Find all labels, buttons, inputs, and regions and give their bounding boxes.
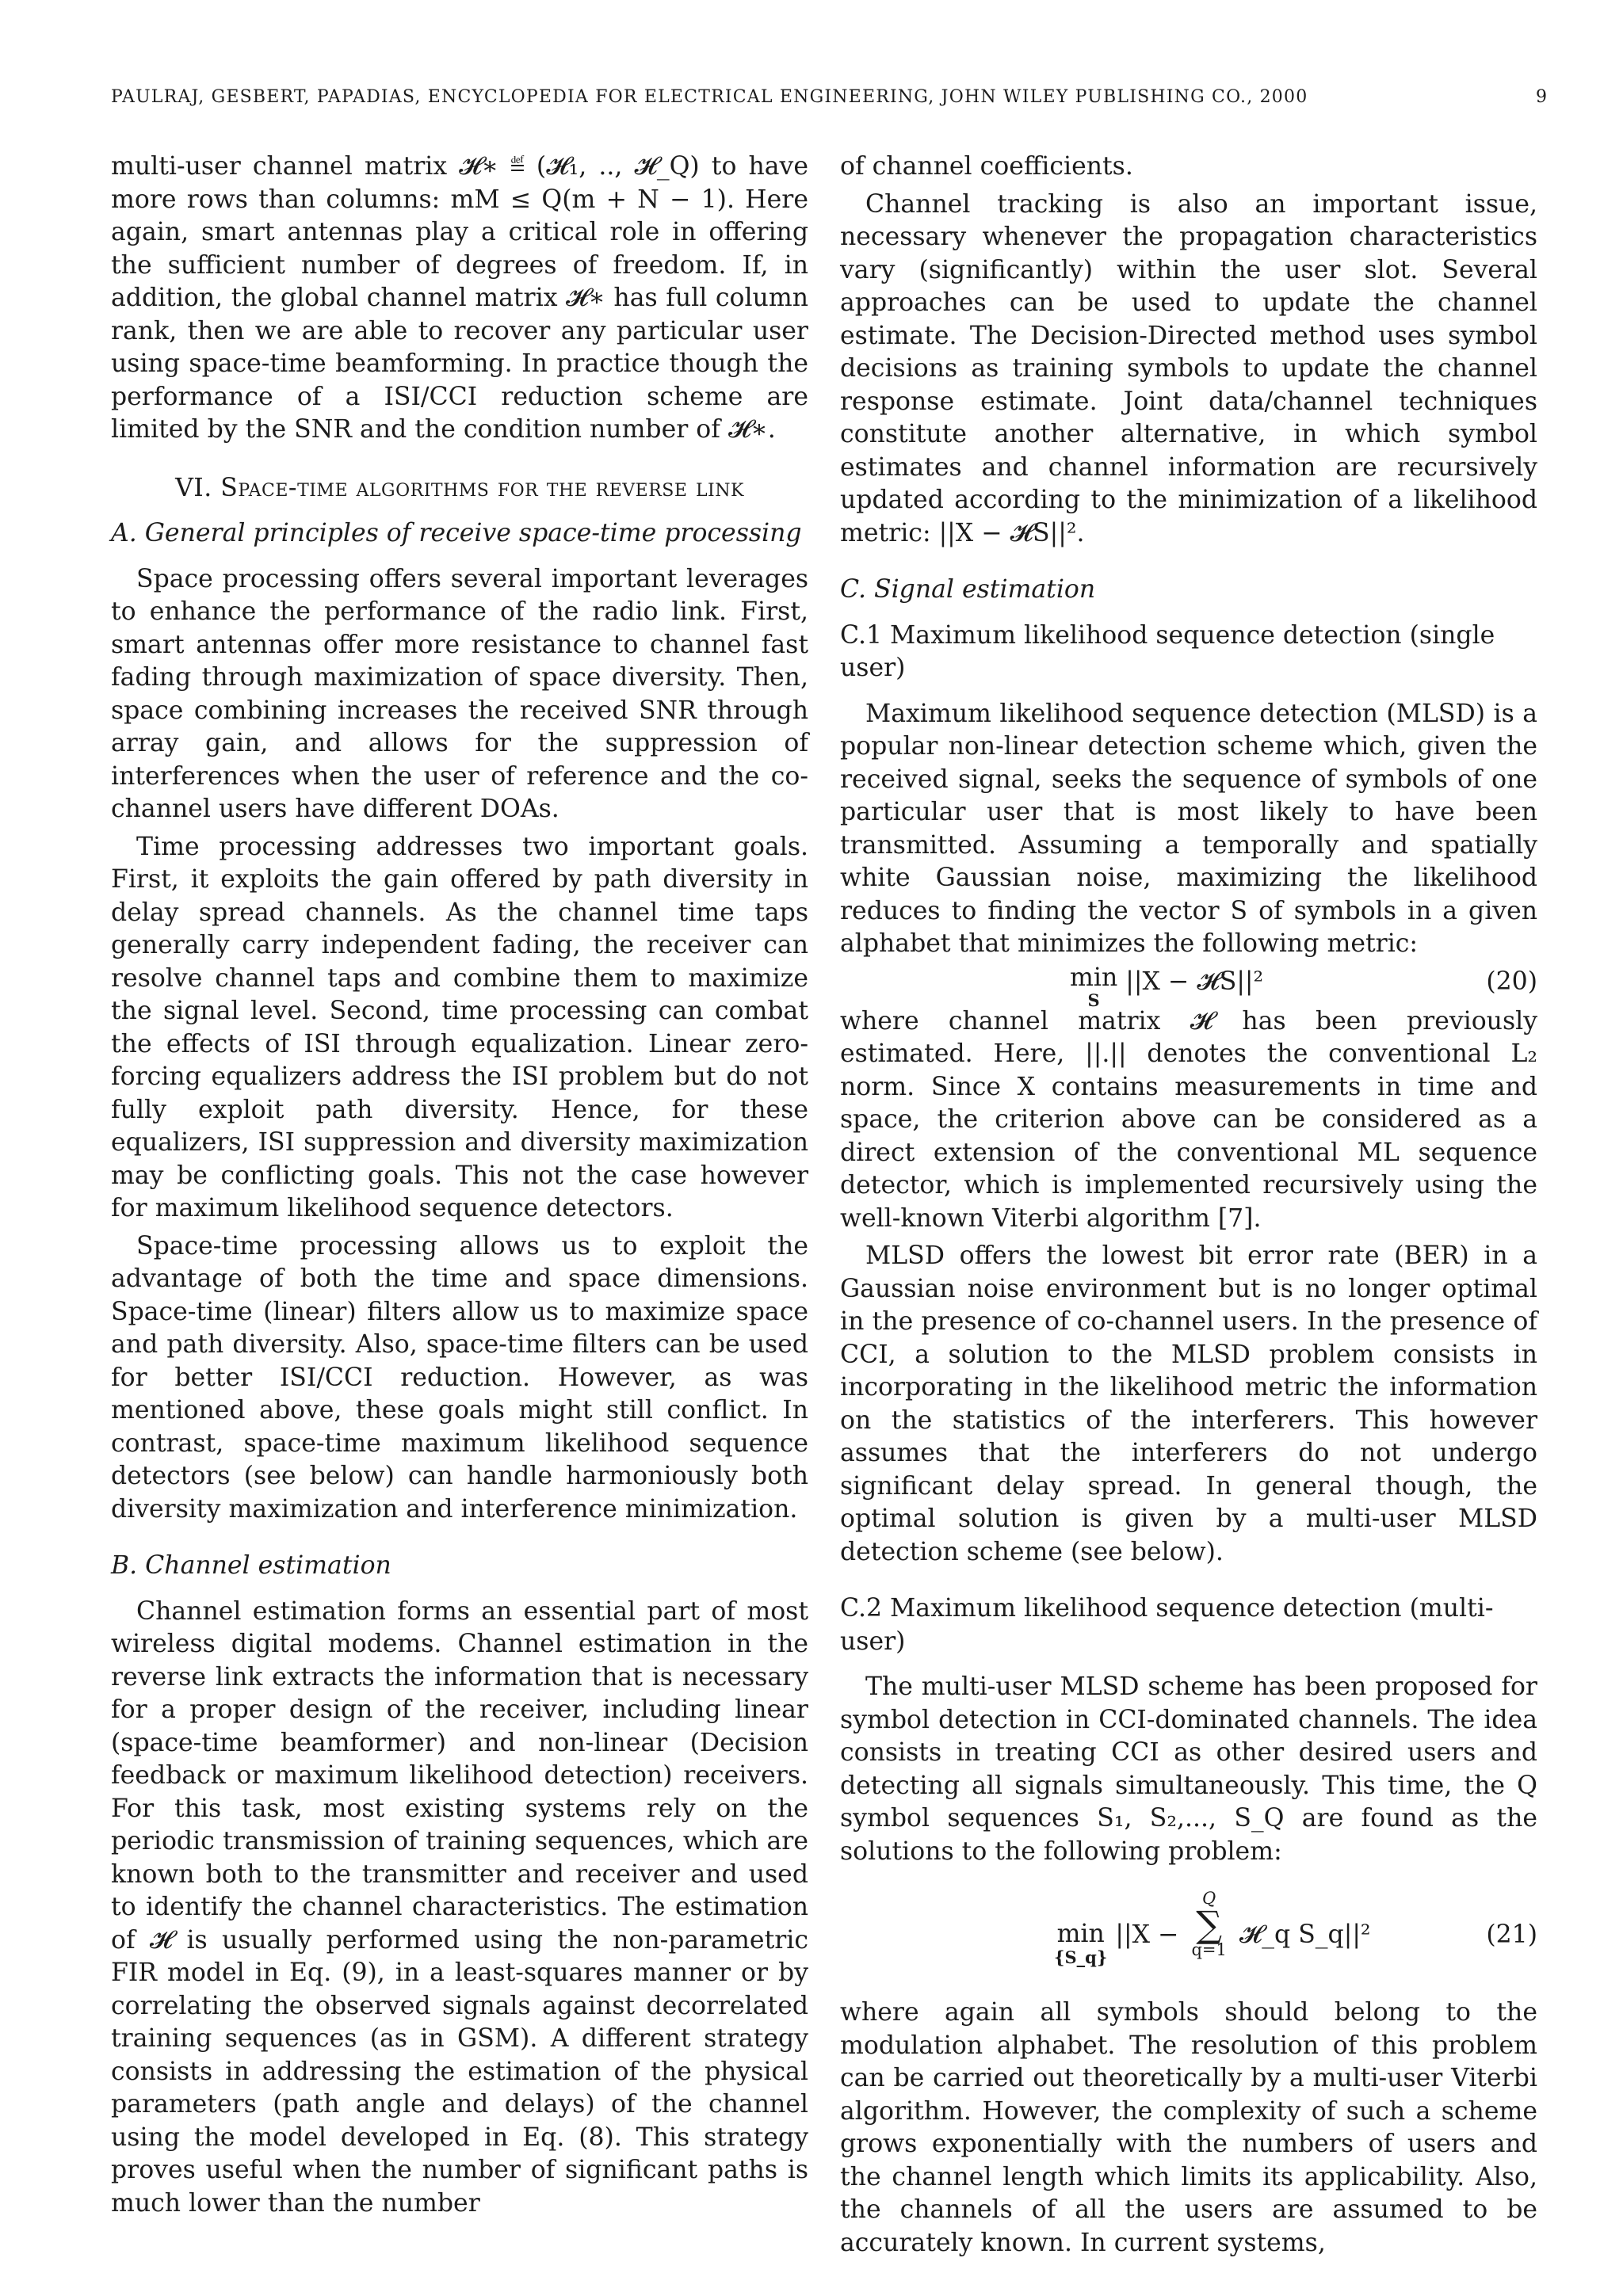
- paragraph-intro: multi-user channel matrix 𝓗∗ ≝ (𝓗₁, .., 𝓗_Q) to have more rows than columns: mM ≤ Q(m + N − 1). Here again, smart antennas play a critical role in offering the sufficient number of degrees of freedom. If, in addition, the global channel matrix 𝓗∗ has full column rank, then we are able to recover any particular user using space-time beamforming. In practice though the performance of a ISI/CCI reduction scheme are limited by the SNR and the condition number of 𝓗∗.: [111, 152, 808, 444]
- paragraph-channel-tracking: Channel tracking is also an important issue, necessary whenever the propagation characteristics vary (significantly) within the user slot. Several approaches can be used to update the channel estimate. The Decision-Directed method uses symbol decisions as training symbols to update the channel response estimate. Joint data/channel techniques constitute another alternative, in which symbol estimates and channel information are recursively updated according to the minimization of a likelihood metric: ||X − 𝓗S||².: [840, 189, 1537, 547]
- subsubsection-heading-c1: C.1 Maximum likelihood sequence detection (single user): [840, 620, 1495, 682]
- paragraph-space-time-processing: Space-time processing allows us to exploit the advantage of both the time and space dimensions. Space-time (linear) filters allow us to maximize space and path diversity. Also, space-time filters can be used for better ISI/CCI reduction. However, as was mentioned above, these goals might still conflict. In contrast, space-time maximum likelihood sequence detectors (see below) can handle harmoniously both diversity maximization and interference minimization.: [111, 1231, 808, 1524]
- equation-number-20: (20): [1486, 967, 1537, 996]
- section-heading-vi: VI. Space-time algorithms for the reverse link: [175, 473, 744, 502]
- page-number: 9: [1536, 87, 1547, 107]
- paragraph-mlsd-criterion: where channel matrix 𝓗 has been previously estimated. Here, ||.|| denotes the conventional L₂ norm. Since X contains measurements in time and space, the criterion above can be considered as a direct extension of the conventional ML sequence detector, which is implemented recursively using the well-known Viterbi algorithm [7].: [840, 1006, 1537, 1233]
- left-column: [111, 151, 808, 2225]
- paragraph-mlsd-intro: Maximum likelihood sequence detection (MLSD) is a popular non-linear detection scheme which, given the received signal, seeks the sequence of symbols of one particular user that is most likely to have been transmitted. Assuming a temporally and spatially white Gaussian noise, maximizing the likelihood reduces to finding the vector S of symbols in a given alphabet that minimizes the following metric:: [840, 699, 1537, 958]
- right-column: [840, 151, 1537, 2264]
- paragraph-space-processing: Space processing offers several important leverages to enhance the performance of the radio link. First, smart antennas offer more resistance to channel fast fading through maximization of space diversity. Then, space combining increases the received SNR through array gain, and allows for the suppression of interferences when the user of reference and the co-channel users have different DOAs.: [111, 564, 808, 823]
- paragraph-time-processing: Time processing addresses two important goals. First, it exploits the gain offered by path diversity in delay spread channels. As the channel time taps generally carry independent fading, the receiver can resolve channel taps and combine them to maximize the signal level. Second, time processing can combat the effects of ISI through equalization. Linear zero-forcing equalizers address the ISI problem but do not fully exploit path diversity. Hence, for these equalizers, ISI suppression and diversity maximization may be conflicting goals. This not the case however for maximum likelihood sequence detectors.: [111, 832, 808, 1222]
- paragraph-continued: of channel coefficients.: [840, 152, 1133, 181]
- summation-symbol: Q ∑ q=1: [1191, 1889, 1227, 1959]
- equation-number-21: (21): [1486, 1920, 1537, 1949]
- equation-21: min {S_q} ||X − Q ∑ q=1 𝓗_q S_q||² (21): [1054, 1889, 1537, 1967]
- paragraph-multiuser-mlsd: The multi-user MLSD scheme has been proposed for symbol detection in CCI-dominated channels. The idea consists in treating CCI as other desired users and detecting all signals simultaneously. This time, the Q symbol sequences S₁, S₂,..., S_Q are found as the solutions to the following problem:: [840, 1672, 1537, 1866]
- subsection-heading-b: B. Channel estimation: [111, 1551, 391, 1580]
- paragraph-channel-estimation: Channel estimation forms an essential part of most wireless digital modems. Channel estimation in the reverse link extracts the information that is necessary for a proper design of the receiver, including linear (space-time beamformer) and non-linear (Decision feedback or maximum likelihood detection) receivers. For this task, most existing systems rely on the periodic transmission of training sequences, which are known both to the transmitter and receiver and used to identify the channel characteristics. The estimation of 𝓗 is usually performed using the non-parametric FIR model in Eq. (9), in a least-squares manner or by correlating the observed signals against decorrelated training sequences (as in GSM). A different strategy consists in addressing the estimation of the physical parameters (path angle and delays) of the channel using the model developed in Eq. (8). This strategy proves useful when the number of significant paths is much lower than the number: [111, 1596, 808, 2218]
- running-head: PAULRAJ, GESBERT, PAPADIAS, ENCYCLOPEDIA FOR ELECTRICAL ENGINEERING, JOHN WILEY PUBLISHING CO., 2000: [111, 87, 1308, 107]
- subsubsection-heading-c2: C.2 Maximum likelihood sequence detection (multi-user): [840, 1594, 1494, 1656]
- subsection-heading-a: A. General principles of receive space-time processing: [111, 519, 802, 547]
- running-header: [111, 87, 1547, 119]
- paragraph-multiuser-viterbi: where again all symbols should belong to the modulation alphabet. The resolution of this problem can be carried out theoretically by a multi-user Viterbi algorithm. However, the complexity of such a scheme grows exponentially with the numbers of users and the channel length which limits its applicability. Also, the channels of all the users are assumed to be accurately known. In current systems,: [840, 1998, 1537, 2257]
- subsection-heading-c: C. Signal estimation: [840, 575, 1096, 604]
- paragraph-mlsd-ber: MLSD offers the lowest bit error rate (BER) in a Gaussian noise environment but is no longer optimal in the presence of co-channel users. In the presence of CCI, a solution to the MLSD problem consists in incorporating in the likelihood metric the information on the statistics of the interferers. This however assumes that the interferers do not undergo significant delay spread. In general though, the optimal solution is given by a multi-user MLSD detection scheme (see below).: [840, 1241, 1537, 1566]
- equation-20: min S ||X − 𝓗S||² (20): [1070, 963, 1537, 1010]
